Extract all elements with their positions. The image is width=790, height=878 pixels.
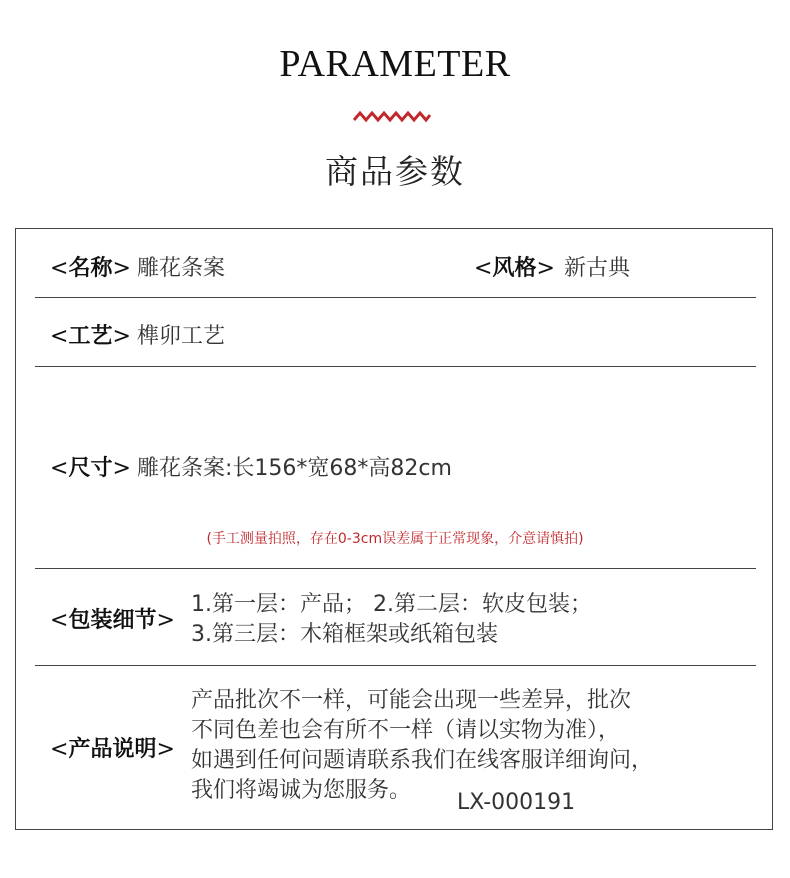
- style-label: <风格>: [474, 255, 555, 281]
- name-value: 雕花条案: [137, 256, 226, 281]
- packing-line-1: 1.第一层：产品； 2.第二层：软皮包装；: [191, 592, 592, 617]
- description-line-4: 我们将竭诚为您服务。: [191, 778, 412, 803]
- packing-line-2: 3.第三层：木箱框架或纸箱包装: [191, 622, 498, 647]
- description-label: <产品说明>: [50, 736, 175, 762]
- size-value: 雕花条案:长156*宽68*高82cm: [137, 456, 452, 481]
- row-divider: [35, 366, 756, 367]
- size-label: <尺寸>: [50, 455, 131, 481]
- name-label: <名称>: [50, 255, 131, 281]
- row-divider: [35, 297, 756, 298]
- style-value: 新古典: [564, 256, 631, 281]
- packing-label: <包装细节>: [50, 607, 175, 633]
- page-title-cn: 商品参数: [325, 152, 465, 191]
- page-title-en: PARAMETER: [279, 43, 511, 85]
- size-note: (手工测量拍照，存在0-3cm误差属于正常现象，介意请慎拍): [206, 531, 584, 547]
- description-line-3: 如遇到任何问题请联系我们在线客服详细询问，: [191, 748, 654, 773]
- description-line-2: 不同色差也会有所不一样（请以实物为准），: [191, 718, 621, 743]
- row-divider: [35, 568, 756, 569]
- description-line-1: 产品批次不一样，可能会出现一些差异，批次: [191, 688, 632, 713]
- craft-value: 榫卯工艺: [137, 324, 226, 349]
- zigzag-divider-icon: [352, 110, 432, 124]
- row-divider: [35, 665, 756, 666]
- product-code: LX-000191: [457, 790, 576, 815]
- craft-label: <工艺>: [50, 323, 131, 349]
